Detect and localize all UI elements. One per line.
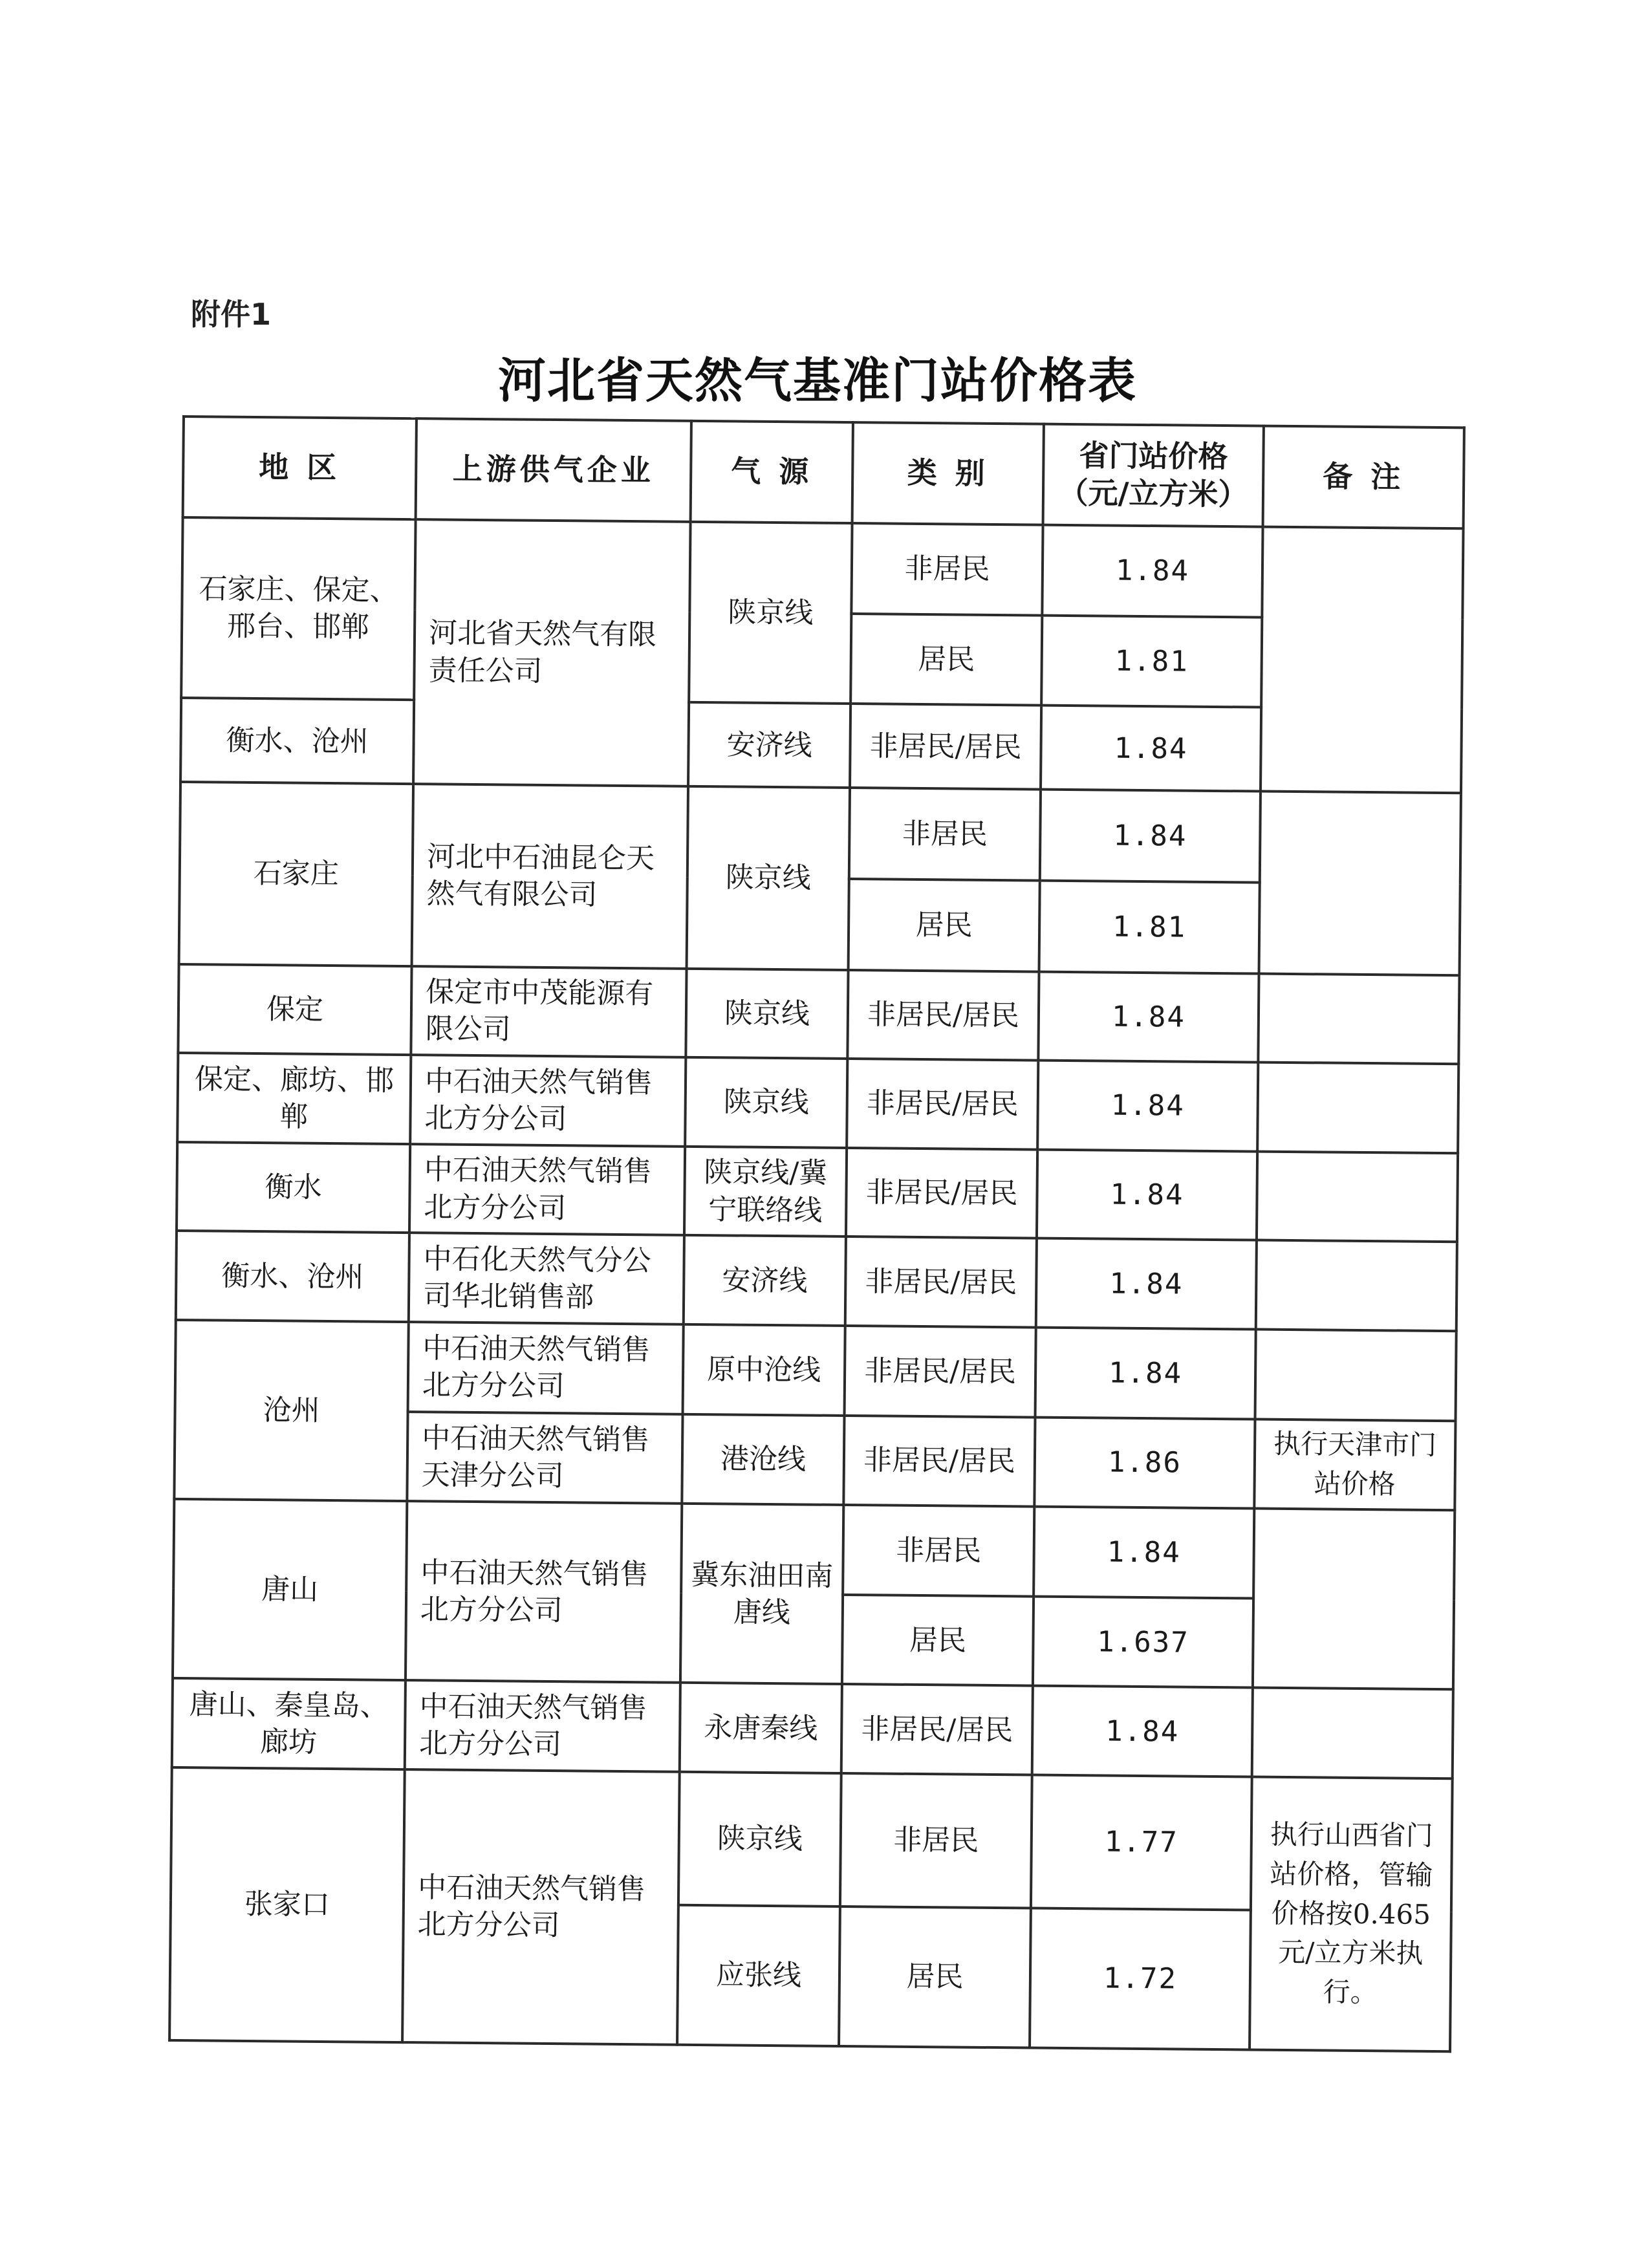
source-cell: 冀东油田南唐线 (680, 1504, 843, 1684)
attachment-label: 附件1 (191, 297, 272, 332)
category-cell: 非居民 (851, 523, 1043, 616)
table-row (177, 1142, 1458, 1242)
note-cell: 执行山西省门站价格，管输价格按0.465元/立方米执行。 (1250, 1777, 1453, 2052)
region-cell: 衡水 (177, 1142, 410, 1233)
region-cell: 衡水、沧州 (176, 1231, 409, 1322)
supplier-cell: 中石油天然气销售北方分公司 (410, 1055, 686, 1146)
category-cell: 非居民 (843, 1505, 1034, 1596)
category-cell: 非居民 (840, 1773, 1032, 1908)
region-cell: 沧州 (174, 1320, 408, 1501)
supplier-cell: 中石油天然气销售北方分公司 (409, 1144, 685, 1235)
source-cell: 安济线 (688, 702, 850, 788)
price-cell: 1.84 (1032, 1686, 1253, 1777)
price-cell: 1.86 (1034, 1417, 1255, 1509)
price-cell: 1.84 (1035, 1328, 1256, 1420)
table-row (180, 782, 1461, 884)
region-cell: 唐山 (173, 1499, 407, 1680)
table-row (173, 1499, 1455, 1600)
price-cell: 1.84 (1038, 971, 1259, 1063)
category-cell: 居民 (849, 879, 1040, 971)
source-cell: 陕京线 (689, 522, 852, 704)
category-cell: 非居民/居民 (847, 1059, 1038, 1149)
source-cell: 陕京线 (686, 968, 848, 1059)
region-cell: 石家庄、保定、邢台、邯郸 (181, 517, 415, 700)
note-cell (1259, 792, 1461, 975)
note-cell (1256, 1240, 1457, 1331)
region-cell: 衡水、沧州 (180, 698, 414, 784)
table-row (171, 1767, 1453, 1912)
region-cell: 保定、廊坊、邯郸 (177, 1053, 411, 1144)
price-cell: 1.72 (1030, 1908, 1251, 2049)
category-cell: 非居民/居民 (841, 1684, 1033, 1775)
source-cell: 原中沧线 (683, 1324, 845, 1416)
category-cell: 居民 (842, 1595, 1034, 1686)
header-row (183, 416, 1464, 528)
category-cell: 非居民/居民 (846, 1148, 1037, 1238)
note-cell (1255, 1330, 1456, 1421)
source-cell: 港沧线 (682, 1414, 844, 1505)
price-cell: 1.84 (1036, 1238, 1257, 1330)
supplier-cell: 中石油天然气销售北方分公司 (406, 1501, 682, 1683)
table-row (172, 1678, 1453, 1778)
header-supplier: 上游供气企业 (416, 418, 691, 521)
header-region: 地 区 (183, 416, 417, 519)
price-cell: 1.81 (1039, 881, 1260, 974)
supplier-cell: 中石油天然气销售北方分公司 (405, 1680, 680, 1771)
note-cell: 执行天津市门站价格 (1254, 1419, 1455, 1510)
supplier-cell: 中石油天然气销售北方分公司 (402, 1769, 680, 2045)
note-cell (1257, 1063, 1458, 1153)
source-cell: 安济线 (684, 1235, 846, 1326)
source-cell: 陕京线/冀宁联络线 (684, 1147, 847, 1237)
header-source: 气 源 (691, 421, 853, 523)
table-row (182, 517, 1463, 620)
price-cell: 1.77 (1031, 1775, 1252, 1910)
source-cell: 永唐秦线 (680, 1683, 842, 1773)
document-title: 河北省天然气基准门站价格表 (498, 353, 1137, 409)
note-cell (1261, 526, 1464, 793)
category-cell: 居民 (839, 1906, 1031, 2048)
price-cell: 1.84 (1040, 790, 1261, 883)
supplier-cell: 河北中石油昆仑天然气有限公司 (412, 784, 688, 969)
category-cell: 非居民 (849, 788, 1041, 880)
category-cell: 非居民/居民 (845, 1237, 1037, 1327)
supplier-cell: 中石化天然气分公司华北销售部 (409, 1233, 684, 1324)
note-cell (1258, 973, 1459, 1064)
table-row (176, 1231, 1457, 1331)
table-row (178, 964, 1459, 1064)
price-table (168, 415, 1466, 2053)
source-cell: 陕京线 (685, 1057, 847, 1148)
source-cell: 陕京线 (687, 786, 850, 969)
region-cell: 保定 (178, 964, 411, 1055)
price-cell: 1.84 (1034, 1507, 1254, 1599)
supplier-cell: 河北省天然气有限责任公司 (413, 519, 691, 786)
header-price (1043, 424, 1264, 527)
category-cell: 居民 (850, 614, 1042, 705)
category-cell: 非居民/居民 (850, 704, 1041, 790)
category-cell: 非居民/居民 (845, 1326, 1036, 1417)
header-category: 类 别 (852, 422, 1044, 524)
table-row (177, 1053, 1458, 1153)
region-cell: 石家庄 (179, 782, 413, 966)
price-cell: 1.81 (1041, 616, 1262, 707)
price-cell: 1.84 (1037, 1149, 1257, 1240)
region-cell: 唐山、秦皇岛、廊坊 (172, 1678, 406, 1769)
note-cell (1257, 1151, 1458, 1242)
price-cell: 1.84 (1037, 1061, 1258, 1152)
price-cell: 1.84 (1041, 705, 1261, 792)
source-cell: 应张线 (677, 1905, 840, 2046)
category-cell: 非居民/居民 (847, 970, 1039, 1061)
price-cell: 1.84 (1042, 524, 1262, 618)
header-price-line2: （元/立方米） (1058, 475, 1248, 512)
region-cell: 张家口 (169, 1767, 405, 2042)
price-cell: 1.637 (1033, 1596, 1253, 1688)
header-price-line1: 省门站价格 (1079, 438, 1228, 475)
supplier-cell: 中石油天然气销售北方分公司 (408, 1322, 684, 1414)
supplier-cell: 中石油天然气销售天津分公司 (407, 1412, 682, 1504)
source-cell: 陕京线 (678, 1772, 841, 1906)
header-note: 备 注 (1263, 426, 1464, 528)
category-cell: 非居民/居民 (843, 1416, 1035, 1507)
table-row (175, 1320, 1456, 1421)
supplier-cell: 保定市中茂能源有限公司 (411, 966, 686, 1057)
note-cell (1252, 1688, 1453, 1778)
note-cell (1253, 1509, 1455, 1690)
